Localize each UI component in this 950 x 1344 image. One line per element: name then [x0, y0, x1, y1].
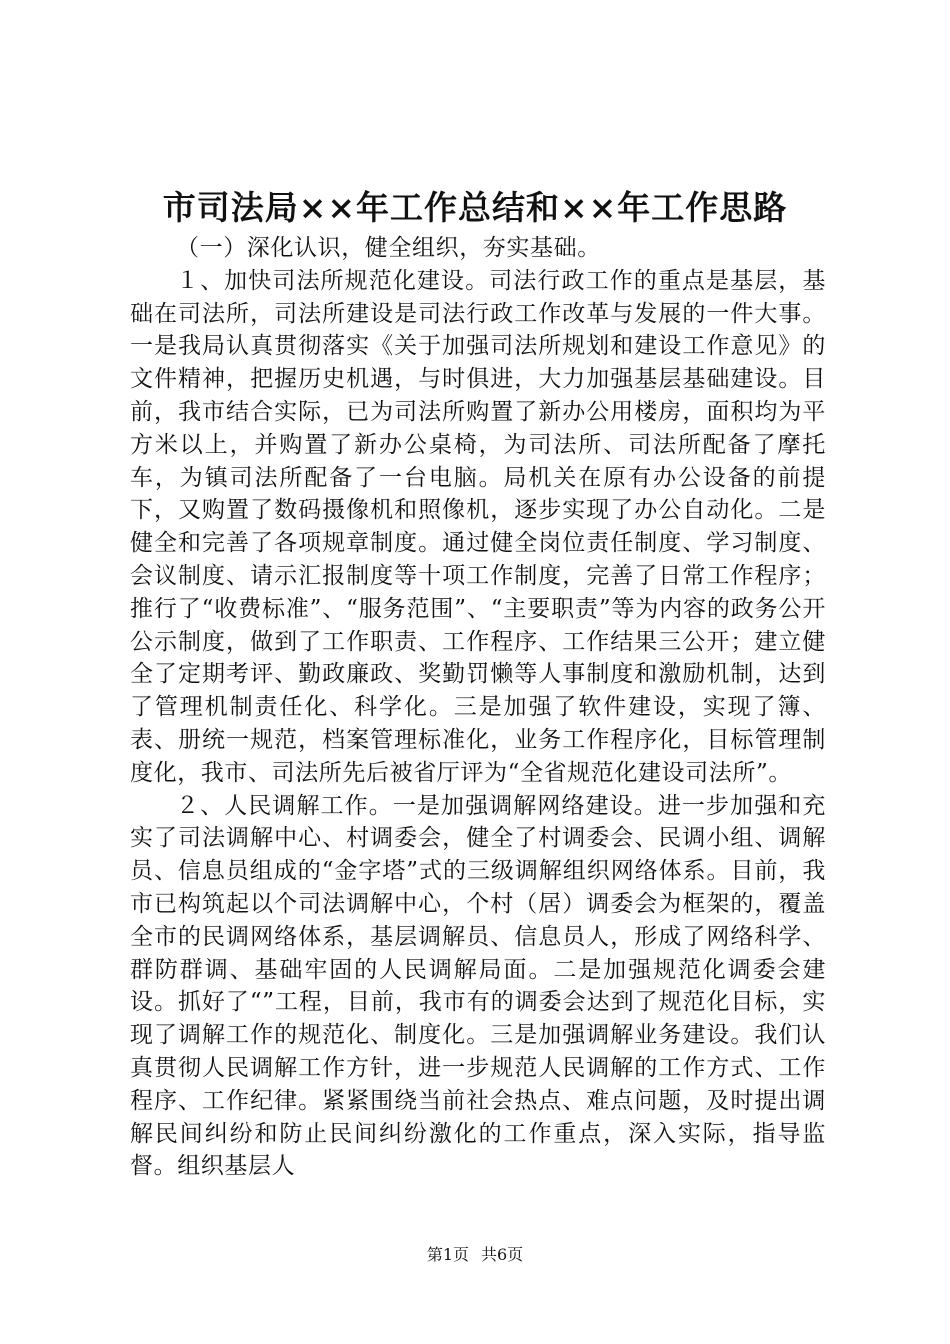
section-heading: （一）深化认识，健全组织，夯实基础。 [176, 235, 601, 261]
page-number: 第1页 [426, 1245, 469, 1264]
page-footer [0, 1244, 950, 1266]
paragraph-mediation: ２、人民调解工作。一是加强调解网络建设。进一步加强和充实了司法调解中心、村调委会，健全了村调委会、民调小组、调解员、信息员组成的“金字塔”式的三级调解组织网络体系。目前，我市已构筑起以个司法调解中心，个村（居）调委会为框架的，覆盖全市的民调网络体系，基层调解员、信息员人，形成了网络科学、群防群调、基础牢固的人民调解局面。二是加强规范化调委会建设。抓好了“”工程，目前，我市有的调委会达到了规范化目标，实现了调解工作的规范化、制度化。三是加强调解业务建设。我们认真贯彻人民调解工作方针，进一步规范人民调解的工作方式、工作程序、工作纪律。紧紧围绕当前社会热点、难点问题，及时提出调解民间纠纷和防止民间纠纷激化的工作重点，深入实际，指导监督。组织基层人 [130, 792, 826, 1180]
document-title: 市司法局××年工作总结和××年工作思路 [162, 188, 788, 227]
paragraph-judicial-office: １、加快司法所规范化建设。司法行政工作的重点是基层，基础在司法所，司法所建设是司法行政工作改革与发展的一件大事。一是我局认真贯彻落实《关于加强司法所规划和建设工作意见》的文件精神，把握历史机遇，与时俱进，大力加强基层基础建设。目前，我市结合实际，已为司法所购置了新办公用楼房，面积均为平方米以上，并购置了新办公桌椅，为司法所、司法所配备了摩托车，为镇司法所配备了一台电脑。局机关在原有办公设备的前提下，又购置了数码摄像机和照像机，逐步实现了办公自动化。二是健全和完善了各项规章制度。通过健全岗位责任制度、学习制度、会议制度、请示汇报制度等十项工作制度，完善了日常工作程序；推行了“收费标准”、“服务范围”、“主要职责”等为内容的政务公开公示制度，做到了工作职责、工作程序、工作结果三公开；建立健全了定期考评、勤政廉政、奖勤罚懒等人事制度和激励机制，达到了管理机制责任化、科学化。三是加强了软件建设，实现了簿、表、册统一规范，档案管理标准化，业务工作程序化，目标管理制度化，我市、司法所先后被省厅评为“全省规范化建设司法所”。 [130, 267, 826, 786]
page-total: 共6页 [481, 1245, 524, 1264]
document-body [130, 232, 826, 1183]
